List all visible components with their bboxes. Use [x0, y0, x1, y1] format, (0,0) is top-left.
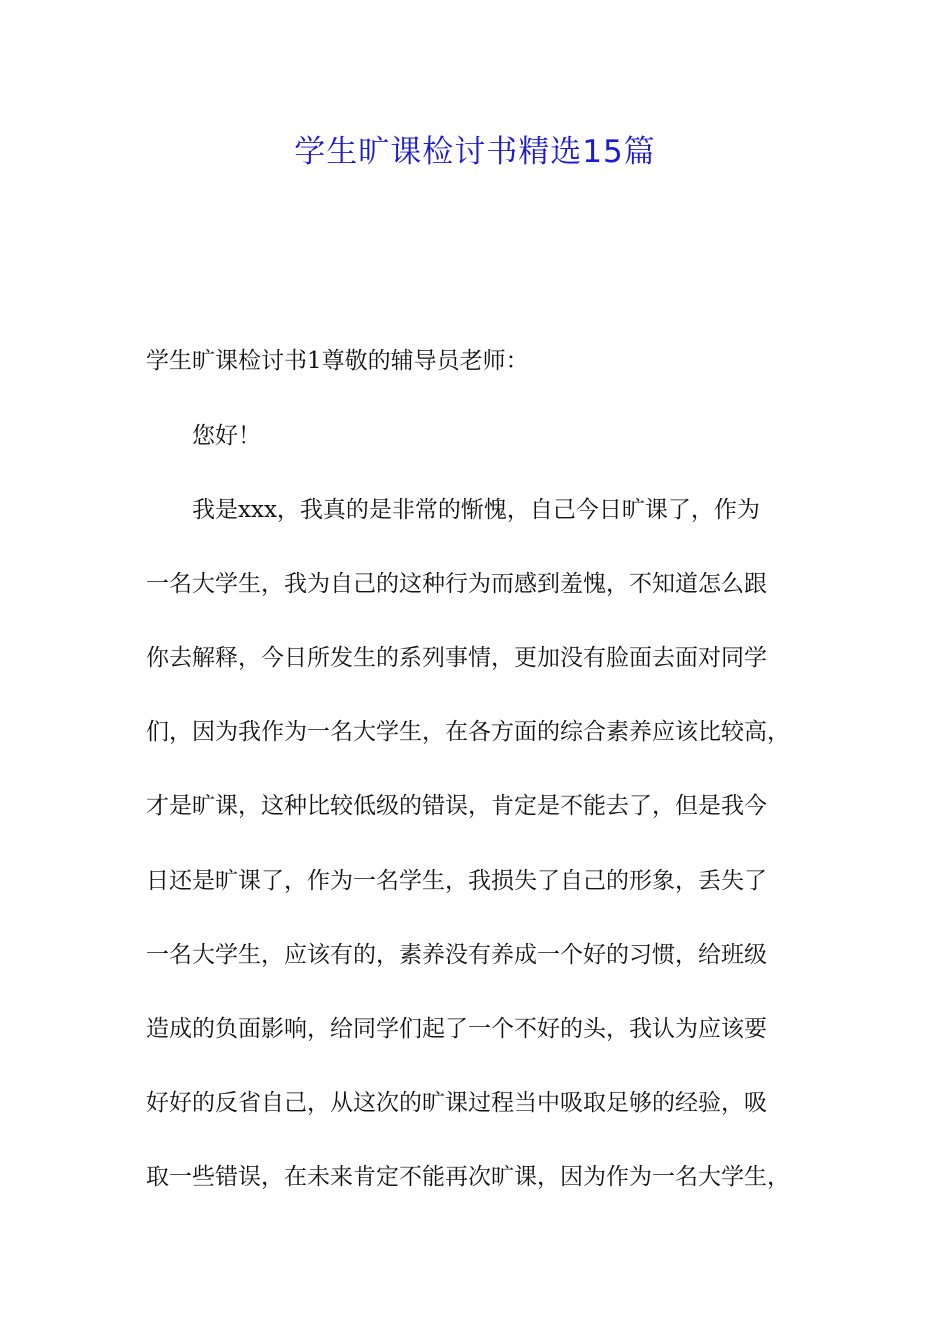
body-line: 造成的负面影响，给同学们起了一个不好的头，我认为应该要 [146, 1016, 767, 1042]
body-line: 好好的反省自己，从这次的旷课过程当中吸取足够的经验，吸 [146, 1090, 767, 1116]
body-line: 一名大学生，应该有的，素养没有养成一个好的习惯，给班级 [146, 942, 767, 968]
greeting-line: 您好！ [192, 423, 261, 449]
body-line: 日还是旷课了，作为一名学生，我损失了自己的形象，丢失了 [146, 868, 767, 894]
salutation-line: 学生旷课检讨书1尊敬的辅导员老师： [146, 348, 529, 374]
body-line: 一名大学生，我为自己的这种行为而感到羞愧，不知道怎么跟 [146, 571, 767, 597]
body-line: 我是xxx，我真的是非常的惭愧，自己今日旷课了，作为 [192, 497, 760, 523]
document-title: 学生旷课检讨书精选15篇 [294, 134, 656, 170]
body-line: 你去解释，今日所发生的系列事情，更加没有脸面去面对同学 [146, 645, 767, 671]
body-line: 才是旷课，这种比较低级的错误，肯定是不能去了，但是我今 [146, 793, 767, 819]
body-line: 取一些错误，在未来肯定不能再次旷课，因为作为一名大学生， [146, 1164, 790, 1190]
body-line: 们，因为我作为一名大学生，在各方面的综合素养应该比较高， [146, 719, 790, 745]
